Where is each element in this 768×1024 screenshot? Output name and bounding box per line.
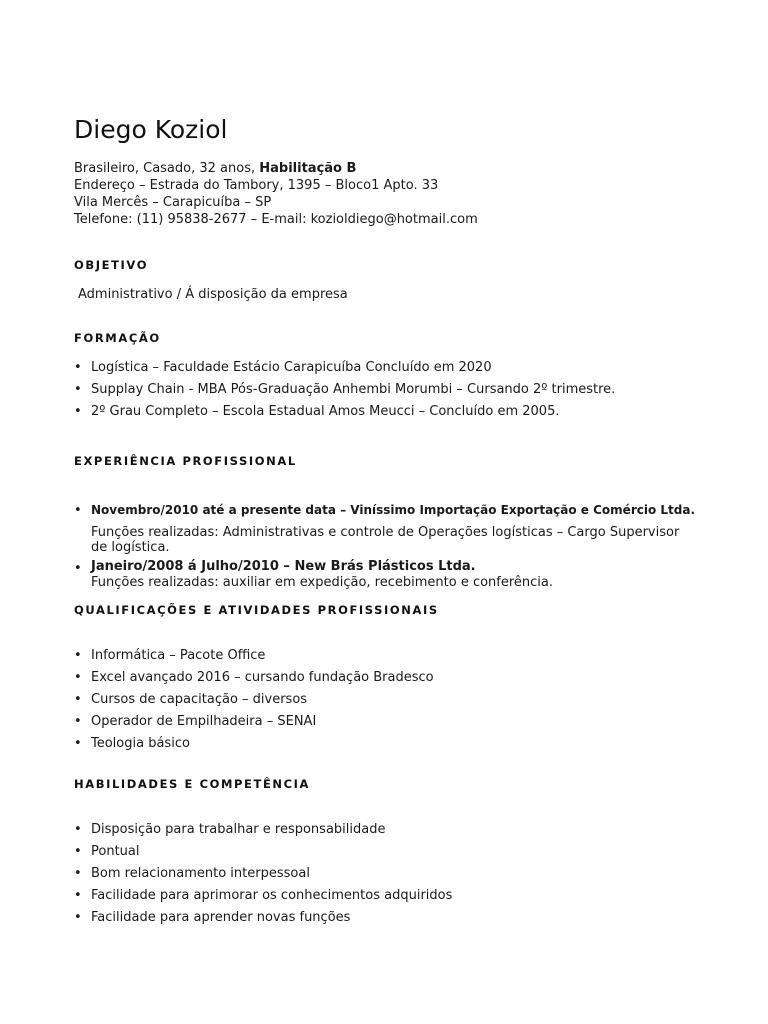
list-item [74,379,615,401]
bullet-icon: • [74,910,82,925]
education-item-text: Supplay Chain - MBA Pós-Graduação Anhembi Morumbi – Cursando 2º trimestre. [91,382,616,397]
education-list [74,357,615,423]
list-item [74,841,452,863]
candidate-name: Diego Koziol [74,115,228,144]
bullet-icon: • [74,670,82,685]
experience-detail: Funções realizadas: Administrativas e controle de Operações logísticas – Cargo Supervisor de logística. [91,525,680,555]
list-item [74,689,434,711]
section-heading-habilidades: HABILIDADES E COMPETÊNCIA [74,777,311,791]
contact-line-address: Endereço – Estrada do Tambory, 1395 – Bloco1 Apto. 33 [74,178,439,193]
skill-item-text: Disposição para trabalhar e responsabilidade [91,822,386,837]
section-heading-qualificacoes: QUALIFICAÇÕES E ATIVIDADES PROFISSIONAIS [74,603,439,617]
objective-text: Administrativo / Á disposição da empresa [78,287,348,302]
list-item [74,711,434,733]
contact-line-city: Vila Mercês – Carapicuíba – SP [74,195,272,210]
bullet-icon: • [74,736,82,751]
bullet-icon: • [74,888,82,903]
skills-list [74,819,452,929]
experience-title: Janeiro/2008 á Julho/2010 – New Brás Plásticos Ltda. [91,559,476,574]
bullet-icon: • [74,561,82,576]
qualification-item-text: Informática – Pacote Office [91,648,266,663]
skill-item-text: Facilidade para aprimorar os conhecimentos adquiridos [91,888,453,903]
bullet-icon: • [74,692,82,707]
contact-line-personal [74,160,356,177]
list-item [74,733,434,755]
qualification-item-text: Operador de Empilhadeira – SENAI [91,714,317,729]
experience-item [74,501,694,555]
section-heading-formacao: FORMAÇÃO [74,331,161,345]
skill-item-text: Pontual [91,844,140,859]
section-heading-experiencia: EXPERIÊNCIA PROFISSIONAL [74,454,297,468]
qualification-item-text: Excel avançado 2016 – cursando fundação Bradesco [91,670,434,685]
qualification-item-text: Teologia básico [91,736,190,751]
personal-info: Brasileiro, Casado, 32 anos, [74,161,260,176]
bullet-icon: • [74,866,82,881]
education-item-text: 2º Grau Completo – Escola Estadual Amos Meucci – Concluído em 2005. [91,404,560,419]
experience-item [74,559,694,590]
list-item [74,401,615,423]
bullet-icon: • [74,382,82,397]
list-item [74,885,452,907]
bullet-icon: • [74,404,82,419]
bullet-icon: • [74,714,82,729]
list-item [74,819,452,841]
list-item [74,357,615,379]
education-item-text: Logística – Faculdade Estácio Carapicuíba Concluído em 2020 [91,360,492,375]
bullet-icon: • [74,844,82,859]
section-heading-objetivo: OBJETIVO [74,258,149,272]
bullet-icon: • [74,822,82,837]
contact-line-phone-email: Telefone: (11) 95838-2677 – E-mail: kozioldiego@hotmail.com [74,212,478,227]
list-item [74,863,452,885]
list-item [74,907,452,929]
experience-title: Novembro/2010 até a presente data – Viníssimo Importação Exportação e Comércio Ltda. [91,503,696,517]
skill-item-text: Bom relacionamento interpessoal [91,866,310,881]
experience-detail: Funções realizadas: auxiliar em expedição, recebimento e conferência. [91,575,554,590]
skill-item-text: Facilidade para aprender novas funções [91,910,351,925]
qualification-item-text: Cursos de capacitação – diversos [91,692,308,707]
list-item [74,645,434,667]
list-item [74,667,434,689]
qualifications-list [74,645,434,755]
bullet-icon: • [74,360,82,375]
license-info: Habilitação B [259,161,357,176]
bullet-icon: • [74,648,82,663]
bullet-icon: • [74,503,82,518]
